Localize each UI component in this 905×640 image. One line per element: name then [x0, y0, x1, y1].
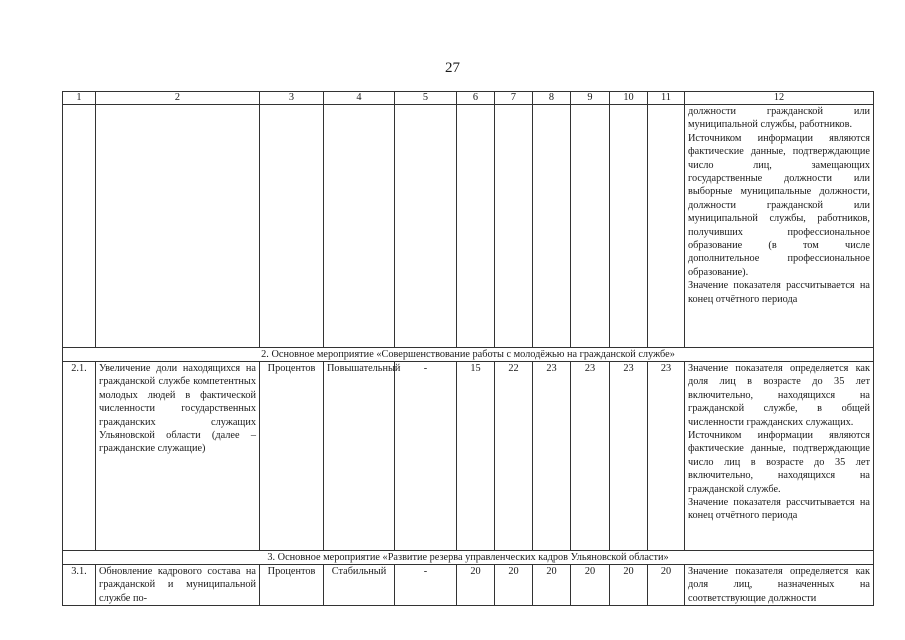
row-value: 23	[584, 363, 596, 374]
section-title: 2. Основное мероприятие «Совершенствование работы с молодёжью на гражданской службе»	[63, 348, 874, 362]
column-number: 7	[495, 92, 533, 105]
row-value	[536, 105, 567, 347]
column-number-row	[63, 92, 874, 105]
column-number: 9	[571, 92, 610, 105]
row-trend: Стабильный	[331, 566, 387, 577]
row-value: 23	[660, 363, 672, 374]
row-value	[498, 105, 529, 347]
column-number: 2	[96, 92, 260, 105]
row-base: -	[423, 566, 428, 577]
row-value: 20	[470, 566, 481, 577]
row-value: 20	[660, 566, 672, 577]
row-unit: Процентов	[267, 363, 316, 374]
row-id	[66, 105, 92, 347]
row-value	[613, 105, 644, 347]
row-note	[688, 105, 870, 347]
row-description	[99, 105, 256, 347]
note-paragraph: Значение показателя рассчитывается на конец отчётного периода	[688, 497, 870, 522]
row-unit	[263, 105, 320, 347]
row-value	[651, 105, 681, 347]
row-value: 22	[508, 363, 519, 374]
table-row	[63, 105, 874, 348]
row-description: Увеличение доли находящихся на гражданской службе компетентных молодых людей в фактической численности государственных гражданских служащих Ульяновской области (далее – гражданские служащие)	[99, 363, 256, 455]
note-paragraph: Источником информации являются фактические данные, подтверждающие число лиц, замещающих государственные должности или выборные муниципальные должности, должности гражданской или муниципальной службы, работников, получивших профессиональное образование (в том числе дополнительное профессиональное образование).	[688, 132, 870, 278]
column-number: 3	[260, 92, 324, 105]
row-value: 20	[546, 566, 557, 577]
row-id: 2.1.	[71, 363, 87, 374]
column-number: 5	[395, 92, 457, 105]
row-value: 23	[623, 363, 634, 374]
section-title: 3. Основное мероприятие «Развитие резерва управленческих кадров Ульяновской области»	[63, 551, 874, 565]
column-number: 10	[610, 92, 648, 105]
note-paragraph: Значение показателя определяется как доля лиц в возрасте до 35 лет включительно, находящихся на гражданской службе, в общей численности гражданских служащих.	[688, 363, 870, 428]
row-trend	[327, 105, 391, 347]
row-value: 23	[546, 363, 557, 374]
note-paragraph: Источником информации являются фактические данные, подтверждающие число лиц в возрасте до 35 лет включительно, находящихся на гражданской службе.	[688, 430, 870, 495]
row-id: 3.1.	[71, 566, 87, 577]
indicators-table	[62, 91, 874, 606]
row-note	[688, 362, 870, 550]
section-header	[63, 348, 874, 362]
column-number: 4	[324, 92, 395, 105]
row-value: 20	[584, 566, 596, 577]
column-number: 6	[457, 92, 495, 105]
page-number: 27	[445, 60, 460, 76]
column-number: 1	[63, 92, 96, 105]
row-unit: Процентов	[267, 566, 316, 577]
table-row	[63, 362, 874, 551]
column-number: 11	[648, 92, 685, 105]
row-value: 15	[470, 363, 481, 374]
row-trend: Повышательный	[327, 363, 401, 374]
note-paragraph: Значение показателя определяется как доля лиц, назначенных на соответствующие должности	[688, 566, 870, 604]
column-number: 12	[685, 92, 874, 105]
row-value	[460, 105, 491, 347]
row-base: -	[423, 363, 428, 374]
note-paragraph: Значение показателя рассчитывается на конец отчётного периода	[688, 280, 870, 305]
table-row	[63, 565, 874, 606]
row-value: 20	[623, 566, 634, 577]
note-paragraph: должности гражданской или муниципальной службы, работников.	[688, 106, 870, 131]
row-value: 20	[508, 566, 519, 577]
row-value	[574, 105, 606, 347]
column-number: 8	[533, 92, 571, 105]
row-description: Обновление кадрового состава на гражданской и муниципальной службе по-	[99, 566, 256, 604]
row-base	[398, 105, 453, 347]
section-header	[63, 551, 874, 565]
row-note	[688, 565, 870, 605]
